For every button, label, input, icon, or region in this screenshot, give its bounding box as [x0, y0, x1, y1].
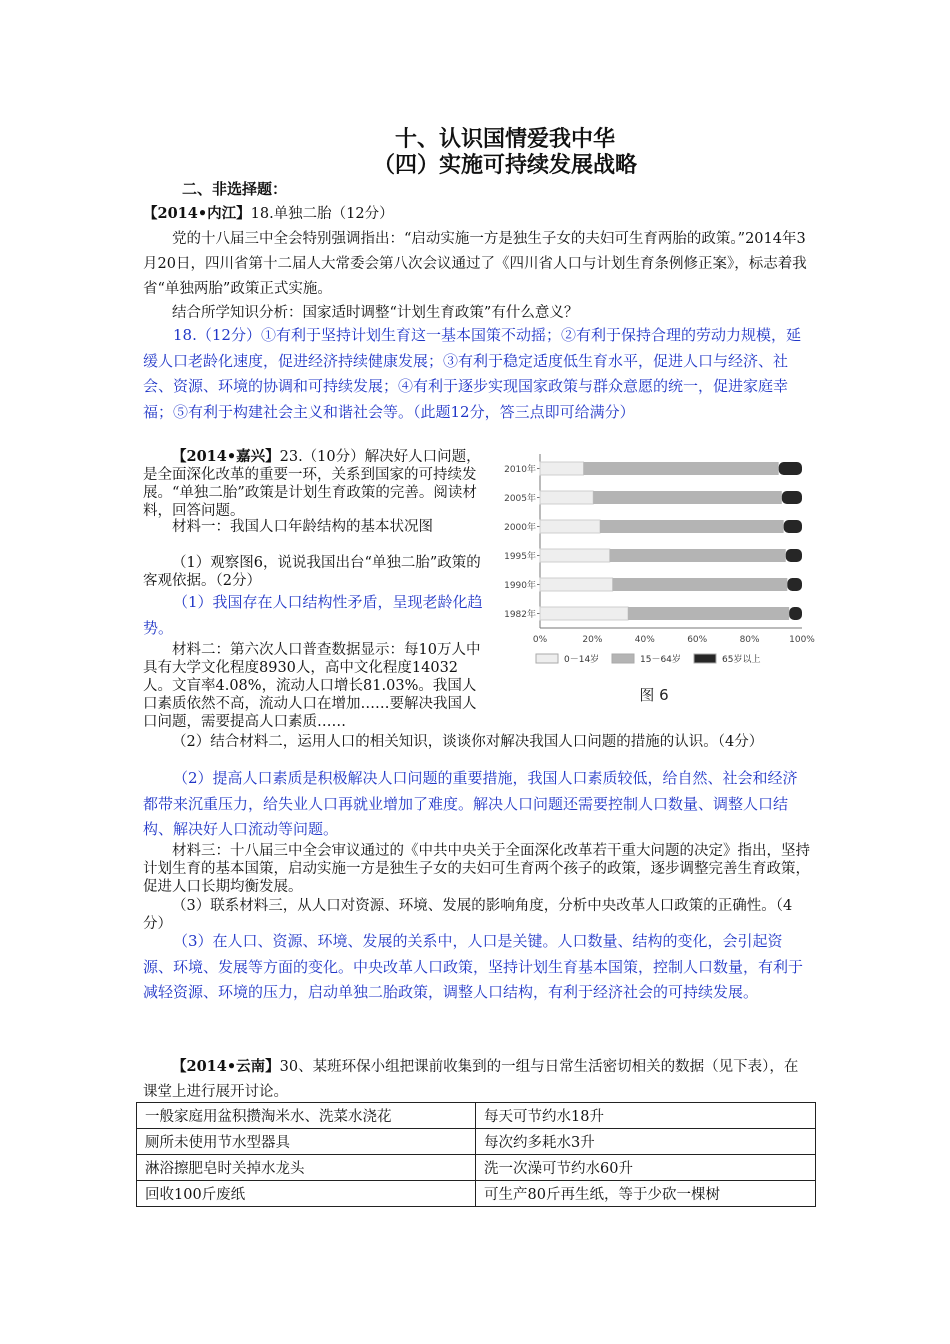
table-cell: 每次约多耗水3升 — [476, 1129, 816, 1155]
bar-segment — [540, 578, 613, 591]
x-tick-label: 0% — [532, 635, 548, 645]
bar-segment — [600, 520, 784, 533]
q1-header — [143, 201, 810, 227]
table-cell: 洗一次澡可节约水60升 — [476, 1155, 816, 1181]
table-cell: 淋浴擦肥皂时关掉水龙头 — [137, 1155, 476, 1181]
bar-segment — [540, 607, 628, 620]
legend-swatch — [536, 654, 558, 663]
q2-intro — [143, 448, 488, 520]
x-tick-label: 20% — [582, 635, 603, 645]
legend-label: 15－64岁 — [640, 655, 681, 665]
q2-material2: 材料二：第六次人口普查数据显示：每10万人中具有大学文化程度8930人，高中文化程度14032人。文盲率4.08%，流动人口增长81.03%。我国人口素质依然不高，流动人口在增加……要解决我国人口问题，需要提高人口素质…… — [143, 642, 481, 730]
q2-subq1: （1）观察图6，说说我国出台“单独二胎”政策的客观依据。（2分） — [143, 555, 481, 589]
bar-segment — [540, 520, 600, 533]
table-cell: 回收100斤废纸 — [137, 1181, 476, 1207]
bar-segment — [593, 491, 782, 504]
bar-segment — [786, 549, 802, 562]
bar-segment — [779, 462, 802, 475]
bar-segment — [613, 578, 788, 591]
q2-answer3: （3）在人口、资源、环境、发展的关系中，人口是关键。人口数量、结构的变化，会引起资源、环境、发展等方面的变化。中央改革人口政策，坚持计划生育基本国策，控制人口数量，有利于减轻资源、环境的压力，启动单独二胎政策，调整人口结构，有利于经济社会的可持续发展。 — [143, 932, 804, 1001]
q1-material: 党的十八届三中全会特别强调指出：“启动实施一方是独生子女的夫妇可生育两胎的政策。”2014年3月20日，四川省第十二届人大常委会第八次会议通过了《四川省人口与计划生育条例修正案》，标志着我省“单独两胎”政策正式实施。 — [143, 231, 807, 297]
table-row — [137, 1155, 816, 1181]
q3-intro: 30、某班环保小组把课前收集到的一组与日常生活密切相关的数据（见下表），在课堂上进行展开讨论。 — [143, 1059, 799, 1100]
population-age-chart — [496, 444, 816, 714]
q2-answer2: （2）提高人口素质是积极解决人口问题的重要措施，我国人口素质较低，给自然、社会和经济都带来沉重压力，给失业人口再就业增加了难度。解决人口问题还需要控制人口数量、调整人口结构、解决好人口流动等问题。 — [143, 769, 798, 838]
bar-segment — [787, 578, 802, 591]
q3-text — [143, 1054, 810, 1105]
table-row — [137, 1129, 816, 1155]
q2-tag: 【2014•嘉兴】 — [172, 448, 280, 465]
table-cell: 可生产80斤再生纸，等于少砍一棵树 — [476, 1181, 816, 1207]
section-heading: 二、非选择题： — [182, 180, 288, 198]
table-cell: 一般家庭用盆积攒淘米水、洗菜水浇花 — [137, 1103, 476, 1129]
category-label: 1990年 — [504, 581, 536, 591]
bar-segment — [628, 607, 789, 620]
table-row — [137, 1103, 816, 1129]
q1-answer: 18.（12分）①有利于坚持计划生育这一基本国策不动摇；②有利于保持合理的劳动力规模，延缓人口老龄化速度，促进经济持续健康发展；③有利于稳定适度低生育水平，促进人口与经济、社会、资源、环境的协调和可持续发展；④有利于逐步实现国家政策与群众意愿的统一，促进家庭幸福；⑤有利于构建社会主义和谐社会等。（此题12分，答三点即可给满分） — [143, 326, 801, 421]
q1-tag: 【2014•内江】 — [143, 205, 251, 222]
x-tick-label: 100% — [789, 635, 815, 645]
table-cell: 厕所未使用节水型器具 — [137, 1129, 476, 1155]
category-label: 2010年 — [504, 465, 536, 475]
legend-swatch — [694, 654, 716, 663]
page-subtitle: （四）实施可持续发展战略 — [372, 153, 637, 178]
q2-material1: 材料一：我国人口年龄结构的基本状况图 — [172, 519, 433, 535]
table-cell: 每天可节约水18升 — [476, 1103, 816, 1129]
table-row — [137, 1181, 816, 1207]
data-table — [136, 1102, 816, 1207]
q1-question: 结合所学知识分析：国家适时调整“计划生育政策”有什么意义？ — [172, 305, 579, 321]
x-tick-label: 80% — [739, 635, 760, 645]
q2-answer1: （1）我国存在人口结构性矛盾，呈现老龄化趋势。 — [143, 593, 483, 637]
category-label: 2000年 — [504, 523, 536, 533]
bar-segment — [782, 491, 802, 504]
bar-segment — [789, 607, 802, 620]
legend-swatch — [612, 654, 634, 663]
x-tick-label: 60% — [687, 635, 708, 645]
q2-material3: 材料三：十八届三中全会审议通过的《中共中央关于全面深化改革若干重大问题的决定》指出，坚持计划生育的基本国策，启动实施一方是独生子女的夫妇可生育两个孩子的政策，逐步调整完善生育政策，促进人口长期均衡发展。 — [143, 843, 810, 895]
q2-subq2: （2）结合材料二，运用人口的相关知识，谈谈你对解决我国人口问题的措施的认识。（4分） — [172, 734, 764, 750]
q2-intro-text: 23.（10分）解决好人口问题，是全面深化改革的重要一环，关系到国家的可持续发展。“单独二胎”政策是计划生育政策的完善。阅读材料，回答问题。 — [143, 449, 481, 519]
bar-segment — [540, 491, 593, 504]
category-label: 1995年 — [504, 552, 536, 562]
legend-label: 0－14岁 — [564, 655, 600, 665]
bar-segment — [583, 462, 778, 475]
bar-segment — [540, 462, 583, 475]
q2-subq3: （3）联系材料三，从人口对资源、环境、发展的影响角度，分析中央改革人口政策的正确性。（4分） — [143, 898, 793, 932]
page-title: 十、认识国情爱我中华 — [394, 127, 615, 152]
figure-caption: 图 6 — [639, 686, 669, 704]
category-label: 2005年 — [504, 494, 536, 504]
category-label: 1982年 — [504, 610, 536, 620]
q3-tag: 【2014•云南】 — [172, 1058, 280, 1075]
bar-segment — [540, 549, 610, 562]
bar-segment — [610, 549, 786, 562]
bar-segment — [784, 520, 802, 533]
q1-head: 18.单独二胎（12分） — [250, 206, 394, 222]
legend-label: 65岁以上 — [722, 655, 761, 665]
x-tick-label: 40% — [634, 635, 655, 645]
